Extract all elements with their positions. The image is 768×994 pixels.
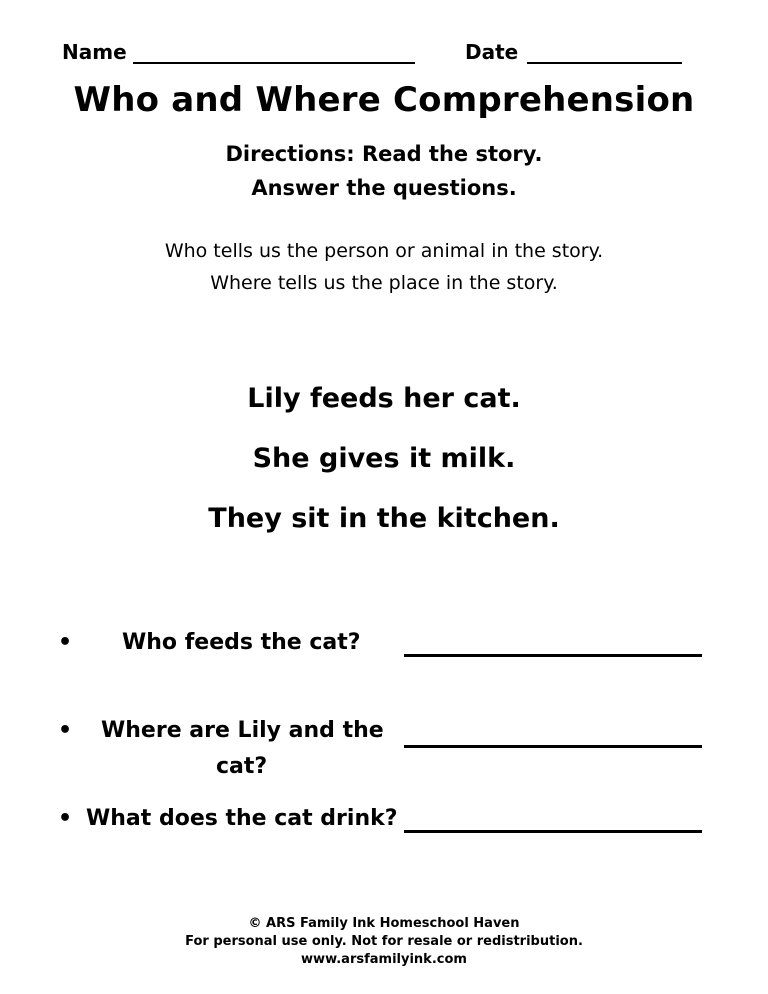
date-label: Date: [465, 40, 519, 64]
answer-line-3[interactable]: [404, 830, 702, 833]
footer-website: www.arsfamilyink.com: [301, 952, 467, 967]
footer-usage-note: For personal use only. Not for resale or redistribution.: [185, 934, 583, 949]
name-label: Name: [62, 40, 127, 64]
answer-line-1[interactable]: [404, 654, 702, 657]
story-line-1: Lily feeds her cat.: [247, 383, 521, 414]
info-line-where: Where tells us the place in the story.: [210, 272, 558, 294]
story-line-3: They sit in the kitchen.: [208, 503, 560, 534]
date-blank-line[interactable]: [527, 62, 682, 64]
question-2-line-2: cat?: [216, 754, 268, 779]
question-2-line-1: Where are Lily and the: [101, 718, 384, 743]
question-3: What does the cat drink?: [86, 806, 398, 831]
bullet-icon: •: [58, 806, 73, 831]
info-line-who: Who tells us the person or animal in the story.: [164, 240, 604, 262]
answer-line-2[interactable]: [404, 745, 702, 748]
question-1: Who feeds the cat?: [122, 630, 361, 655]
directions-line-1: Directions: Read the story.: [225, 142, 543, 166]
footer-copyright: © ARS Family Ink Homeschool Haven: [248, 916, 520, 931]
directions-line-2: Answer the questions.: [251, 176, 517, 200]
bullet-icon: •: [58, 718, 73, 743]
bullet-icon: •: [58, 630, 73, 655]
page-title: Who and Where Comprehension: [73, 80, 695, 120]
name-blank-line[interactable]: [133, 62, 415, 64]
story-line-2: She gives it milk.: [252, 443, 516, 474]
